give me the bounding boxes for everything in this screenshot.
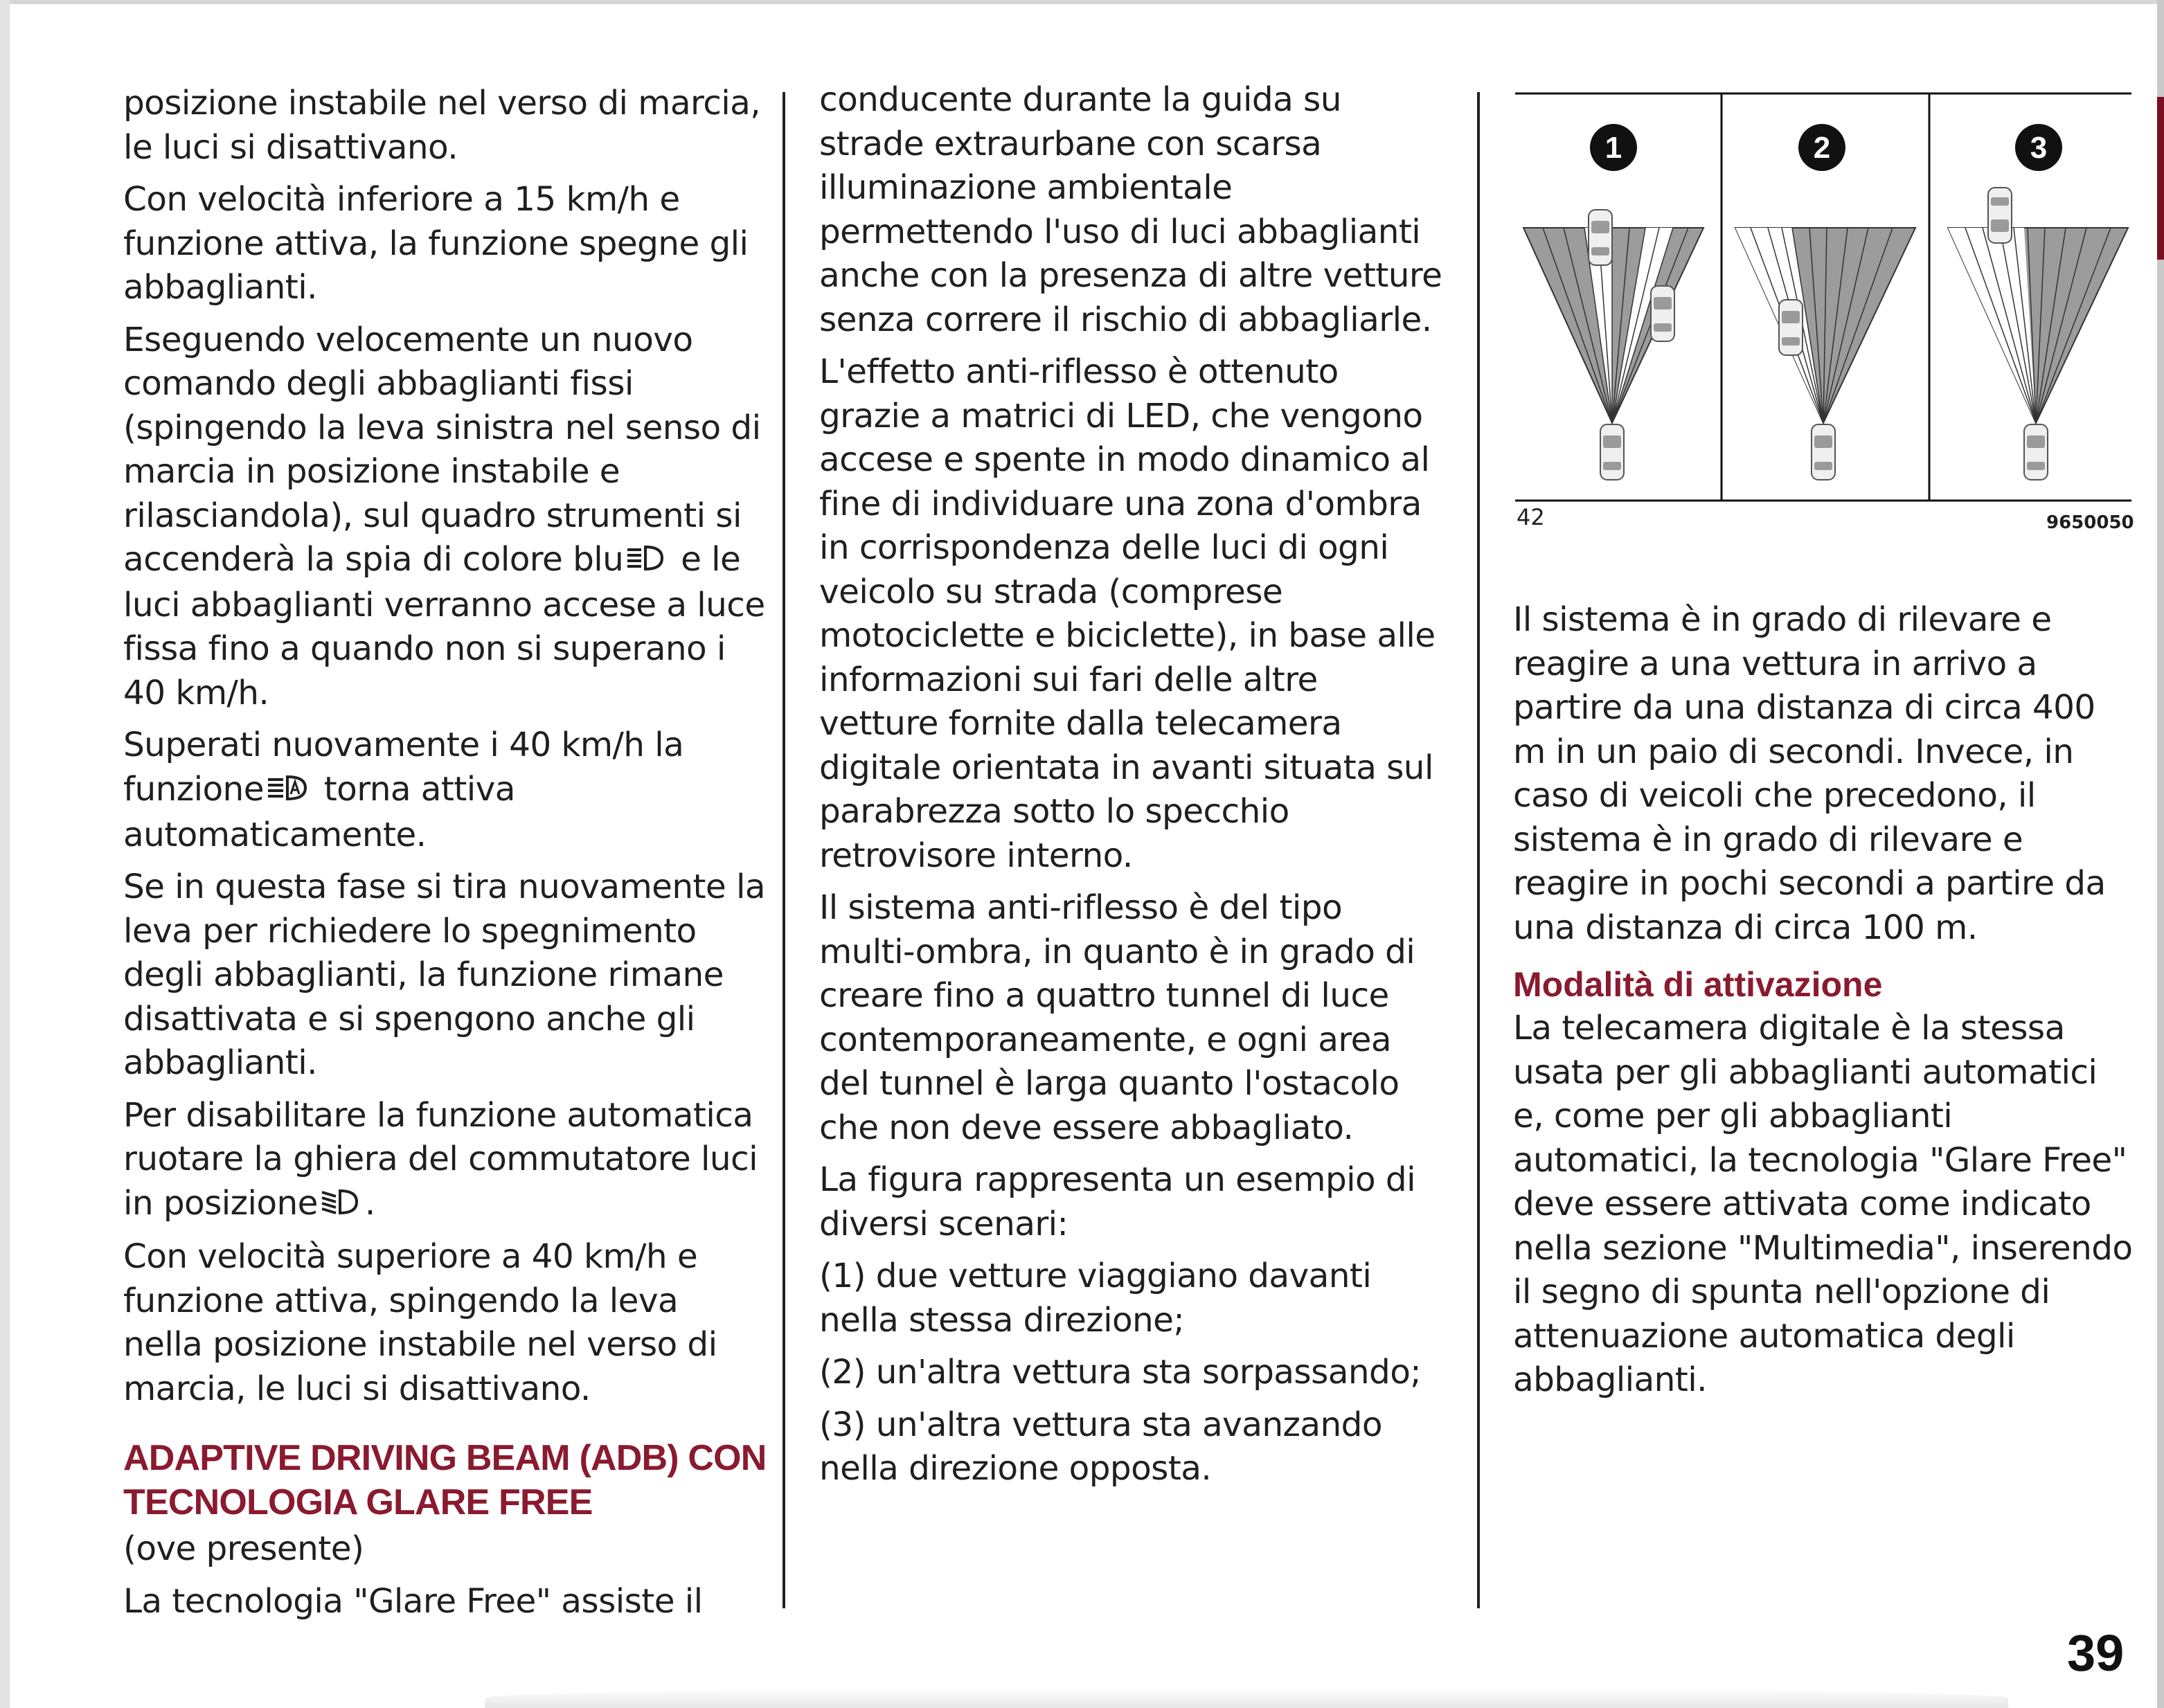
paragraph: La tecnologia "Glare Free" assiste il	[123, 1581, 703, 1621]
paragraph: Con velocità inferiore a 15 km/h e funzione attiva, la funzione spegne gli abbaglianti.	[123, 180, 749, 307]
paragraph: conducente durante la guida su strade extraurbane con scarsa illuminazione ambientale permettendo l'uso di luci abbaglianti anche con la presenza di altre vetture senza correre il rischio di abbagliarle.	[819, 80, 1442, 339]
paragraph-low-beam	[123, 1094, 767, 1228]
chapter-tab-marker	[2157, 97, 2164, 260]
scenario-panel-1	[1523, 124, 1704, 480]
column-divider-2	[1477, 92, 1480, 1608]
paragraph-text: torna attiva automaticamente.	[123, 769, 515, 854]
scenario-panel-2	[1735, 124, 1915, 480]
own-car	[2024, 424, 2048, 480]
overtaking-car	[1779, 300, 1803, 355]
section-heading: ADAPTIVE DRIVING BEAM (ADB) CON TECNOLOGIA GLARE FREE	[123, 1438, 767, 1523]
window-top-edge	[0, 0, 2164, 4]
page-curl-shadow	[485, 1688, 2008, 1708]
paragraph-high-beam	[123, 318, 767, 716]
availability-note: (ove presente)	[123, 1529, 364, 1569]
preceding-car	[1589, 210, 1612, 265]
subsection-heading: Modalità di attivazione	[1513, 965, 1883, 1004]
list-item: (1) due vetture viaggiano davanti nella stessa direzione;	[819, 1257, 1372, 1340]
paragraph-text: Superati nuovamente i 40 km/h la funzione	[123, 726, 684, 809]
panel-number: 3	[2030, 131, 2048, 165]
paragraph-auto-beam	[123, 723, 767, 857]
paragraph: La figura rappresenta un esempio di diversi scenari:	[819, 1160, 1415, 1243]
paragraph: Con velocità superiore a 40 km/h e funzione attiva, spingendo la leva nella posizione instabile nel verso di marcia, le luci si disattivano.	[123, 1237, 717, 1408]
low-beam-icon	[321, 1183, 362, 1228]
auto-high-beam-icon	[267, 769, 311, 813]
column-1	[123, 82, 767, 1632]
column-3	[1513, 598, 2136, 1411]
paragraph: Il sistema è in grado di rilevare e reagire a una vettura in arrivo a partire da una distanza di circa 400 m in un paio di secondi. Invece, in caso di veicoli che precedono, il sistema è in grado di rilevare e reagire in pochi secondi a partire da una distanza di circa 100 m.	[1513, 600, 2106, 947]
own-car	[1600, 424, 1624, 480]
own-car	[1812, 424, 1835, 480]
high-beam-icon	[626, 539, 668, 584]
paragraph-text: e le luci abbaglianti verranno accese a luce fissa fino a quando non si superano i 40 km/h.	[123, 540, 765, 712]
paragraph: Se in questa fase si tira nuovamente la leva per richiedere lo spegnimento degli abbaglianti, la funzione rimane disattivata e si spengono anche gli abbaglianti.	[123, 868, 765, 1082]
paragraph: Il sistema anti-riflesso è del tipo multi-ombra, in quanto è in grado di creare fino a quattro tunnel di luce contemporaneamente, e ogni area del tunnel è larga quanto l'ostacolo che non deve essere abbagliato.	[819, 888, 1415, 1147]
column-2	[819, 78, 1442, 1500]
page-number: 39	[2067, 1624, 2125, 1682]
scenario-panel-3	[1948, 124, 2128, 480]
preceding-car	[1651, 286, 1674, 341]
list-item: (3) un'altra vettura sta avanzando nella direzione opposta.	[819, 1405, 1382, 1488]
paragraph: L'effetto anti-riflesso è ottenuto grazie a matrici di LED, che vengono accese e spente in modo dinamico al fine di individuare una zona d'ombra in corrispondenza delle luci di ogni veicolo su strada (comprese motociclette e biciclette), in base alle informazioni sui fari delle altre vetture fornite dalla telecamera digitale orientata in avanti situata sul parabrezza sotto lo specchio retrovisore interno.	[819, 352, 1436, 875]
oncoming-car	[1988, 188, 2012, 243]
paragraph: La telecamera digitale è la stessa usata per gli abbaglianti automatici e, come per gli abbaglianti automatici, la tecnologia "Glare Free" deve essere attivata come indicato nella sezione "Multimedia", inserendo il segno di spunta nell'opzione di attenuazione automatica degli abbaglianti.	[1513, 1009, 2133, 1399]
figure-reference-code: 9650050	[2046, 512, 2134, 533]
paragraph-text: .	[364, 1183, 375, 1223]
page-left-edge	[0, 0, 10, 1708]
paragraph-text: Eseguendo velocemente un nuovo comando degli abbaglianti fissi (spingendo la leva sinistra nel senso di marcia in posizione instabile e rilasciandola), sul quadro strumenti si accenderà la spia di colore blu	[123, 320, 761, 579]
paragraph: posizione instabile nel verso di marcia, le luci si disattivano.	[123, 84, 761, 167]
panel-number: 1	[1604, 131, 1622, 165]
panel-number: 2	[1813, 131, 1831, 165]
list-item: (2) un'altra vettura sta sorpassando;	[819, 1353, 1422, 1392]
glare-free-figure	[1515, 92, 2131, 542]
column-divider-1	[783, 92, 785, 1608]
paragraph-text: Per disabilitare la funzione automatica ruotare la ghiera del commutatore luci in posizione	[123, 1095, 758, 1223]
figure-number: 42	[1517, 504, 1545, 530]
